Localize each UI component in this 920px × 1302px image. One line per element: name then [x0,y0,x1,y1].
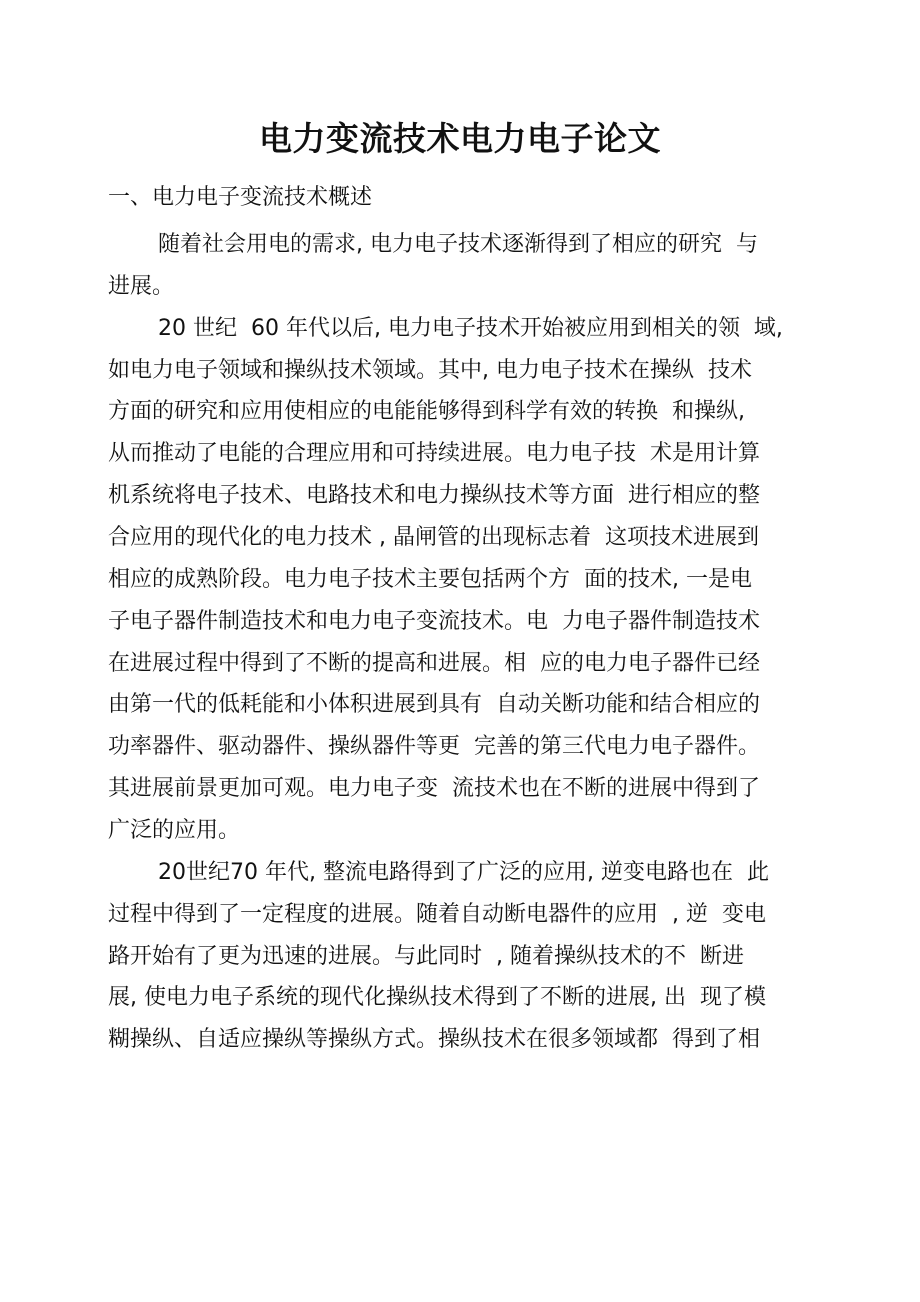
text-line: 20世纪70 年代, 整流电路得到了广泛的应用, 逆变电路也在 此 [158,859,769,885]
text-line: 路开始有了更为迅速的进展。与此同时 , 随着操纵技术的不 断进 [108,943,744,969]
text-line: 随着社会用电的需求, 电力电子技术逐渐得到了相应的研究 与 [158,232,758,257]
text-line: 由第一代的低耗能和小体积进展到具有 自动关断功能和结合相应的 [108,692,760,718]
text-line: 展, 使电力电子系统的现代化操纵技术得到了不断的进展, 出 现了模 [108,985,766,1011]
text-line: 其进展前景更加可观。电力电子变 流技术也在不断的进展中得到了 [108,776,760,802]
body-text [108,227,820,1064]
text-line: 如电力电子领域和操纵技术领域。其中, 电力电子技术在操纵 技术 [108,357,752,383]
text-line: 过程中得到了一定程度的进展。随着自动断电器件的应用 , 逆 变电 [108,901,766,927]
document-title: 电力变流技术电力电子论文 [259,119,661,158]
text-line: 相应的成熟阶段。电力电子技术主要包括两个方 面的技术, 一是电 [108,566,752,592]
text-line: 功率器件、驱动器件、操纵器件等更 完善的第三代电力电子器件。 [108,734,760,760]
text-line: 从而推动了电能的合理应用和可持续进展。电力电子技 术是用计算 [108,441,760,467]
text-line: 糊操纵、自适应操纵等操纵方式。操纵技术在很多领域都 得到了相 [108,1027,760,1053]
text-line: 合应用的现代化的电力技术 , 晶闸管的出现标志着 这项技术进展到 [108,525,759,551]
section-heading: 一、电力电子变流技术概述 [108,185,373,210]
text-line: 方面的研究和应用使相应的电能能够得到科学有效的转换 和操纵, [108,399,745,425]
text-line: 子电子器件制造技术和电力电子变流技术。电 力电子器件制造技术 [108,608,760,634]
text-line: 机系统将电子技术、电路技术和电力操纵技术等方面 进行相应的整 [108,483,760,509]
text-line: 20 世纪 60 年代以后, 电力电子技术开始被应用到相关的领 域, [158,315,783,341]
text-line: 进展。 [108,273,175,299]
text-line: 在进展过程中得到了不断的提高和进展。相 应的电力电子器件已经 [108,650,760,676]
text-line: 广泛的应用。 [108,818,241,844]
